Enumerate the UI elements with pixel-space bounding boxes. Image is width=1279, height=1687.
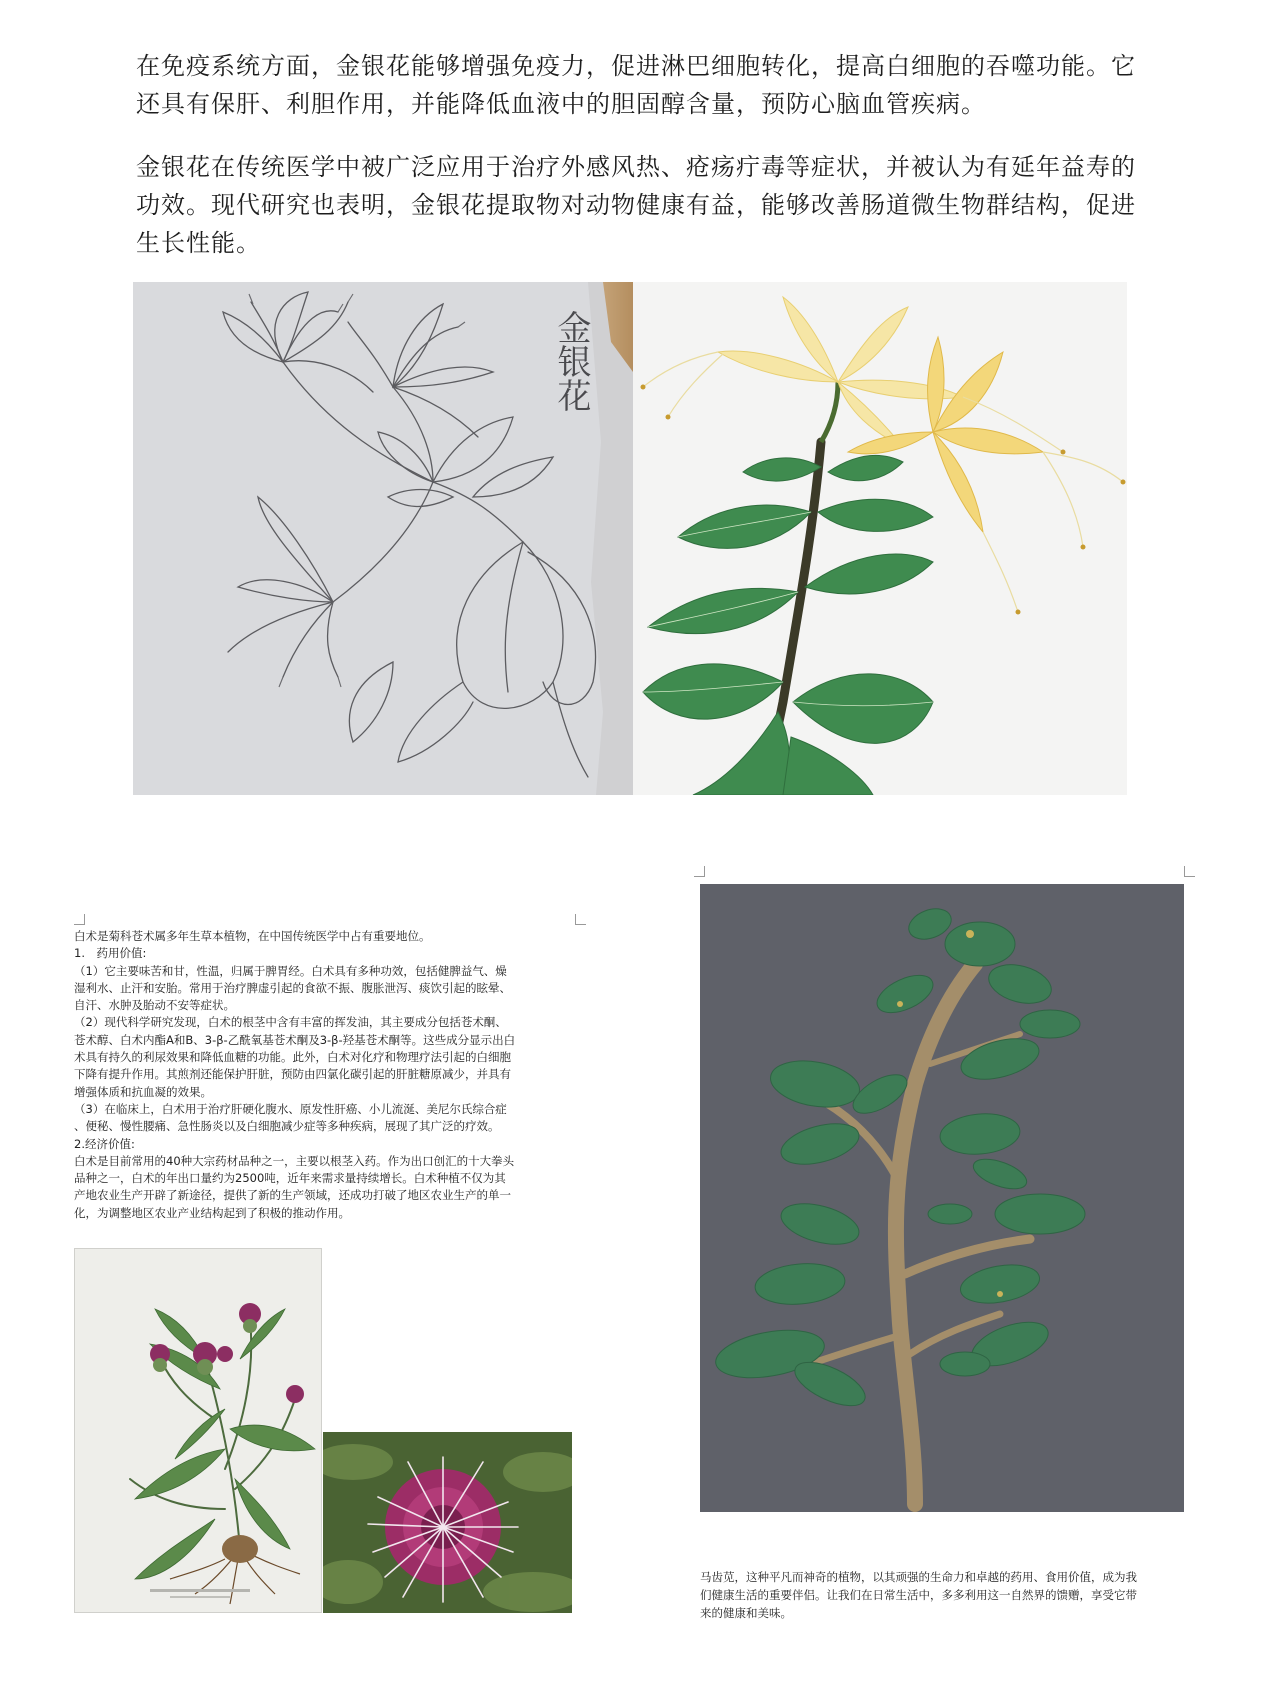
honeysuckle-photo-image xyxy=(633,282,1127,795)
crop-mark-tr xyxy=(1184,866,1195,877)
baizhu-line: （1）它主要味苦和甘，性温，归属于脾胃经。白术具有多种功效，包括健脾益气、燥 xyxy=(74,963,507,978)
baizhu-line: 化，为调整地区农业产业结构起到了积极的推动作用。 xyxy=(74,1205,350,1220)
baizhu-line: 白术是目前常用的40种大宗药材品种之一，主要以根茎入药。作为出口创汇的十大拳头 xyxy=(74,1153,515,1168)
baizhu-line: 品种之一，白术的年出口量约为2500吨，近年来需求量持续增长。白术种植不仅为其 xyxy=(74,1171,506,1186)
honeysuckle-plant xyxy=(633,282,1127,795)
baizhu-line: 产地农业生产开辟了新途径，提供了新的生产领域，还成功打破了地区农业生产的单一 xyxy=(74,1188,511,1203)
baizhu-line: （3）在临床上，白术用于治疗肝硬化腹水、原发性肝癌、小儿流涎、美尼尔氏综合症 xyxy=(74,1101,507,1116)
baizhu-line: （2）现代科学研究发现，白术的根茎中含有丰富的挥发油，其主要成分包括苍术酮、 xyxy=(74,1015,507,1030)
baizhu-line: 白术是菊科苍术属多年生草本植物，在中国传统医学中占有重要地位。 xyxy=(74,929,431,943)
baizhu-line: 术具有持久的利尿效果和降低血糖的功能。此外，白术对化疗和物理疗法引起的白细胞 xyxy=(74,1050,511,1065)
baizhu-line: 自汗、水肿及胎动不安等症状。 xyxy=(74,998,235,1013)
honeysuckle-sketch-image xyxy=(133,282,633,795)
thistle-flower xyxy=(323,1432,572,1613)
baizhu-line: 苍术醇、白术内酯A和B、3-β-乙酰氧基苍术酮及3-β-羟基苍术酮等。这些成分显示出白 xyxy=(74,1032,516,1047)
thistle-flower-photo xyxy=(323,1432,572,1613)
purslane-caption xyxy=(700,1568,1190,1622)
baizhu-line: 增强体质和抗血凝的效果。 xyxy=(74,1084,212,1099)
purslane-drawing-image xyxy=(700,884,1184,1512)
crop-mark-tl xyxy=(74,914,85,925)
baizhu-line: 2.经济价值: xyxy=(74,1136,135,1151)
crop-mark-tl xyxy=(694,866,705,877)
crop-mark-tr xyxy=(575,914,586,925)
baizhu-line: 1. 药用价值: xyxy=(74,946,147,961)
baizhu-botanical-plate xyxy=(74,1248,322,1613)
purslane-caption-line: 来的健康和美味。 xyxy=(700,1606,792,1620)
honeysuckle-traditional-paragraph: 金银花在传统医学中被广泛应用于治疗外感风热、疮疡疔毒等症状，并被认为有延年益寿的功效。现代研究也表明，金银花提取物对动物健康有益，能够改善肠道微生物群结构，促进生长性能。 xyxy=(136,153,1136,257)
baizhu-line: 湿利水、止汗和安胎。常用于治疗脾虚引起的食欲不振、腹胀泄泻、痰饮引起的眩晕、 xyxy=(74,980,511,995)
purslane-caption-line: 马齿苋，这种平凡而神奇的植物，以其顽强的生命力和卓越的药用、食用价值，成为我 xyxy=(700,1570,1137,1584)
purslane-caption-line: 们健康生活的重要伴侣。让我们在日常生活中，多多利用这一自然界的馈赠，享受它带 xyxy=(700,1588,1137,1602)
honeysuckle-immune-paragraph: 在免疫系统方面，金银花能够增强免疫力，促进淋巴细胞转化，提高白细胞的吞噬功能。它还具有保肝、利胆作用，并能降低血液中的胆固醇含量，预防心脑血管疾病。 xyxy=(136,52,1136,118)
purslane-plant xyxy=(700,884,1184,1512)
baizhu-line: 、便秘、慢性腰痛、急性肠炎以及白细胞减少症等多种疾病，展现了其广泛的疗效。 xyxy=(74,1119,500,1134)
thistle-illustration xyxy=(75,1249,321,1612)
baizhu-text-block xyxy=(74,928,584,1222)
baizhu-line: 下降有提升作用。其煎剂还能保护肝脏，预防由四氯化碳引起的肝脏糖原减少，并具有 xyxy=(74,1067,511,1082)
sketch-label: 金银花 xyxy=(551,310,591,412)
